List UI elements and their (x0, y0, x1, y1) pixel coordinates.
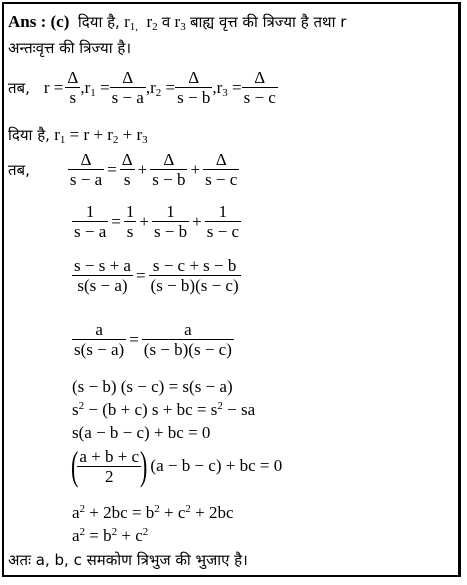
step-3-lhs: $\frac{s - s + a}{s(s - a)}$ (74, 256, 131, 295)
answer-label: Ans : (c) (8, 12, 70, 31)
step-4-rhs: $\frac{a}{(s - b)(s - c)}$ (143, 320, 232, 359)
r2-lhs: $,r_2$ = (145, 77, 176, 99)
frac-1-s-c: $\frac{1}{s - c}$ (206, 202, 239, 241)
given-text: दिया है, (77, 13, 120, 31)
line-sum-squares: $a^2 + 2bc = b^2 + c^2 + 2bc$ (72, 503, 234, 522)
line-expanded: $s^2 - (b + c) s$ + bc = $s^2$ − sa (72, 400, 256, 419)
substitution-rest: (a − b − c) + bc = 0 (150, 456, 283, 475)
r-lhs: r = (43, 77, 64, 97)
step-4-lhs: $\frac{a}{s(s - a)}$ (74, 320, 125, 359)
radius-definitions (8, 68, 278, 107)
line-substitution (68, 443, 283, 488)
answer-header (8, 12, 346, 32)
frac-1-s-a: $\frac{1}{s - a}$ (74, 202, 107, 241)
then-label-2: तब, (8, 160, 30, 179)
r3-lhs: $,r_3$ = (212, 77, 242, 99)
r2-fraction: $\frac{\Delta}{s - b}$ (177, 68, 211, 107)
step-1-equation: तब, $\frac{\Delta}{s - a}$ = $\frac{\Delta}{s}$ + $\frac{\Delta}{s - b}$ + $\frac{\Delta}{s - c}$ (8, 150, 238, 189)
frac-1-s-b: $\frac{1}{s - b}$ (153, 202, 188, 241)
inradius-text: अन्तःवृत्त की त्रिज्या है। (8, 39, 132, 57)
step-4-equation: $\frac{a}{s(s - a)}$ = $\frac{a}{(s - b)(s - c)}$ (74, 320, 232, 359)
then-label: तब, (8, 78, 30, 97)
line-factored: (s − b) (s − c) = s(s − a) (72, 377, 233, 396)
r1-lhs: $,r_1$ = (80, 77, 110, 99)
frac-delta-s-a: $\frac{\Delta}{s - a}$ (69, 150, 103, 189)
and-text: व (161, 13, 171, 31)
r3-symbol: $r_3$ (174, 12, 186, 33)
semiperimeter-fraction: $\frac{a + b + c}{2}$ (79, 446, 140, 486)
r1-fraction: $\frac{\Delta}{s - a}$ (111, 68, 144, 107)
r3-fraction: $\frac{\Delta}{s - c}$ (243, 68, 276, 107)
exradius-text: बाह्य वृत्त की त्रिज्या है तथा r (189, 13, 347, 31)
frac-delta-s-b: $\frac{\Delta}{s - b}$ (152, 150, 186, 189)
frac-1-s: $\frac{1}{s}$ (125, 202, 135, 241)
frac-delta-s-c: $\frac{\Delta}{s - c}$ (205, 150, 238, 189)
step-2-equation: $\frac{1}{s - a}$ = $\frac{1}{s}$ + $\frac{1}{s - b}$ + $\frac{1}{s - c}$ (74, 202, 239, 241)
given-label: दिया है, (8, 126, 50, 144)
r1-symbol: $r_{1,}$ (124, 12, 138, 33)
line-simplified: s(a − b − c) + bc = 0 (72, 423, 211, 442)
given-equation: $r_1 = r + r_2 + r_3$ (54, 125, 148, 146)
step-3-rhs: $\frac{s - c + s - b}{(s - b)(s - c)}$ (150, 256, 239, 295)
r-fraction: $\frac{\Delta}{s}$ (67, 68, 79, 107)
line-pythagoras: $a^2 = b^2 + c^2$ (72, 526, 149, 545)
step-3-equation: $\frac{s - s + a}{s(s - a)}$ = $\frac{s - c + s - b}{(s - b)(s - c)}$ (74, 256, 239, 295)
conclusion: अतः a, b, c समकोण त्रिभुज की भुजाए है। (8, 551, 248, 569)
left-paren: ( (70, 443, 79, 488)
right-paren: ) (140, 443, 148, 488)
r2-symbol: $r_2$ (146, 12, 158, 33)
given-line (8, 125, 148, 145)
frac-delta-s: $\frac{\Delta}{s}$ (121, 150, 133, 189)
